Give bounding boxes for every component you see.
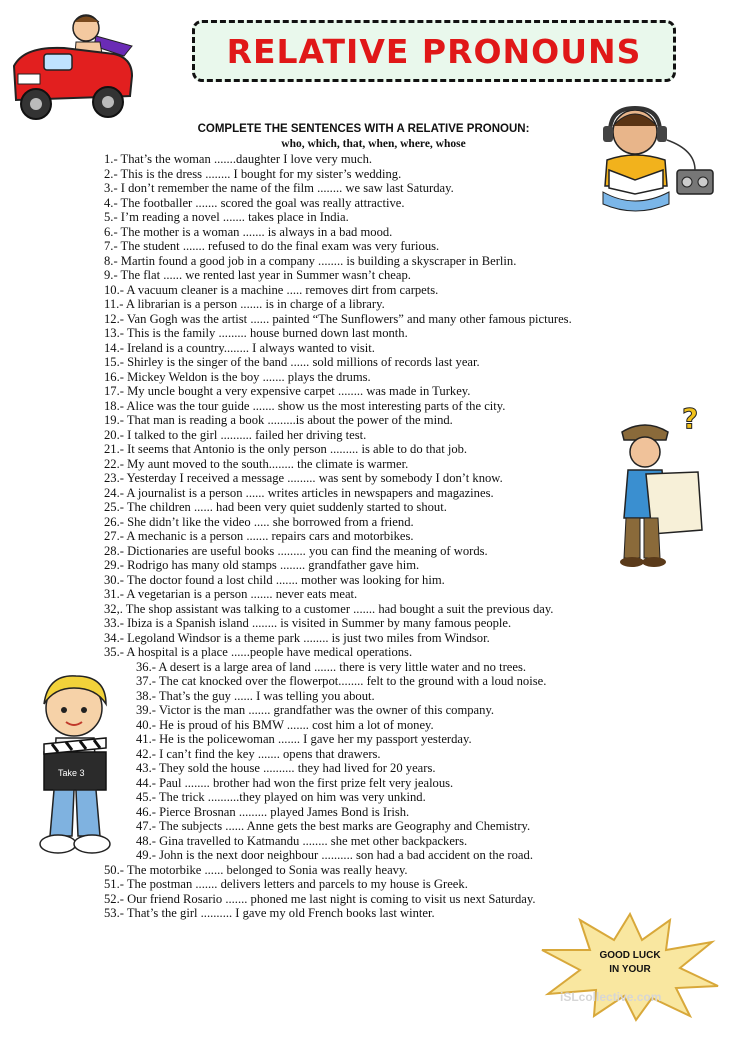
sentence-list <box>104 152 572 921</box>
sentence-item: 45.- The trick ..........they played on him was very unkind. <box>136 790 426 804</box>
sentence-item: 22.- My aunt moved to the south........ the climate is warmer. <box>104 456 409 471</box>
sentence-item: 26.- She didn’t like the video ..... she borrowed from a friend. <box>104 514 414 529</box>
sentence-item: 44.- Paul ........ brother had won the first prize felt very jealous. <box>136 775 454 790</box>
sentence-item: 27.- A mechanic is a person ....... repairs cars and motorbikes. <box>104 529 414 543</box>
sentence-item: 15.- Shirley is the singer of the band ...... sold millions of records last year. <box>104 355 480 369</box>
sentence-item: 40.- He is proud of his BMW ....... cost him a lot of money. <box>136 717 434 732</box>
sentence-item: 42.- I can’t find the key ....... opens that drawers. <box>136 746 381 761</box>
sentence-item: 3.- I don’t remember the name of the film ........ we saw last Saturday. <box>104 181 454 195</box>
sentence-item: 19.- That man is reading a book .........is about the power of the mind. <box>104 413 453 427</box>
sentence-item: 6.- The mother is a woman ....... is always in a bad mood. <box>104 224 393 239</box>
sentence-item: 28.- Dictionaries are useful books ......... you can find the meaning of words. <box>104 543 488 558</box>
sentence-item: 7.- The student ....... refused to do the final exam was very furious. <box>104 239 440 253</box>
sentence-item: 43.- They sold the house .......... they had lived for 20 years. <box>136 761 436 775</box>
sentence-item: 8.- Martin found a good job in a company ........ is building a skyscraper in Berlin. <box>104 253 517 268</box>
sentence-item: 24.- A journalist is a person ...... writes articles in newspapers and magazines. <box>104 485 494 500</box>
sentence-item: 48.- Gina travelled to Katmandu ........ she met other backpackers. <box>136 833 468 848</box>
sentence-item: 16.- Mickey Weldon is the boy ....... plays the drums. <box>104 369 371 384</box>
sentence-item: 46.- Pierce Brosnan ......... played James Bond is Irish. <box>136 804 410 819</box>
sentence-item: 11.- A librarian is a person ....... is in charge of a library. <box>104 297 385 311</box>
sentence-item: 36.- A desert is a large area of land ....... there is very little water and no trees. <box>136 659 527 674</box>
sentence-item: 35.- A hospital is a place ......people have medical operations. <box>104 645 413 659</box>
title-banner <box>192 20 676 82</box>
sentence-item: 31.- A vegetarian is a person ....... never eats meat. <box>104 587 358 601</box>
sentence-item: 13.- This is the family ......... house burned down last month. <box>104 326 408 340</box>
sentence-item: 33.- Ibiza is a Spanish island ........ is visited in Summer by many famous people. <box>104 616 512 630</box>
girl-clapperboard-clipart <box>26 668 126 858</box>
boy-reading-clipart <box>585 100 725 220</box>
sentence-item: 1.- That’s the woman .......daughter I love very much. <box>104 152 373 166</box>
good-luck-starburst <box>540 912 720 1022</box>
sentence-item: 37.- The cat knocked over the flowerpot........ felt to the ground with a loud noise. <box>136 674 547 688</box>
sentence-item: 34.- Legoland Windsor is a theme park ........ is just two miles from Windsor. <box>104 630 490 645</box>
sentence-item: 14.- Ireland is a country........ I always wanted to visit. <box>104 340 375 355</box>
sentence-item: 12.- Van Gogh was the artist ...... painted “The Sunflowers” and many other famous pictures. <box>104 311 572 326</box>
car-driver-clipart <box>4 6 139 126</box>
sentence-item: 41.- He is the policewoman ....... I gave her my passport yesterday. <box>136 732 472 746</box>
sentence-item: 18.- Alice was the tour guide ....... show us the most interesting parts of the city. <box>104 398 506 413</box>
sentence-item: 53.- That’s the girl .......... I gave my old French books last winter. <box>104 906 435 920</box>
svg-text:?: ? <box>682 402 699 435</box>
sentence-item: 50.- The motorbike ...... belonged to Sonia was really heavy. <box>104 862 408 877</box>
sentence-item: 47.- The subjects ...... Anne gets the best marks are Geography and Chemistry. <box>136 819 531 833</box>
sentence-item: 32,. The shop assistant was talking to a customer ....... had bought a suit the previous day. <box>104 601 554 616</box>
pronoun-list: who, which, that, when, where, whose <box>281 138 466 150</box>
confused-man-clipart <box>610 400 710 570</box>
clapperboard-label: Take 3 <box>58 768 85 778</box>
sentence-item: 23.- Yesterday I received a message ......... was sent by somebody I don’t know. <box>104 471 503 485</box>
good-luck-line1: GOOD LUCK <box>599 950 661 961</box>
clapperboard <box>44 738 106 790</box>
good-luck-line2: IN YOUR <box>609 964 651 975</box>
sentence-item: 20.- I talked to the girl .......... failed her driving test. <box>104 427 367 442</box>
sentence-item: 21.- It seems that Antonio is the only person ......... is able to do that job. <box>104 442 468 456</box>
sentence-item: 9.- The flat ...... we rented last year in Summer wasn’t cheap. <box>104 268 411 282</box>
sentence-item: 25.- The children ...... had been very quiet suddenly started to shout. <box>104 500 447 514</box>
sentence-item: 4.- The footballer ....... scored the goal was really attractive. <box>104 195 405 210</box>
sentence-item: 10.- A vacuum cleaner is a machine ..... removes dirt from carpets. <box>104 282 439 297</box>
page-title: RELATIVE PRONOUNS <box>226 31 642 71</box>
sentence-item: 38.- That’s the guy ...... I was telling you about. <box>136 688 375 703</box>
watermark: iSLcollective.com <box>560 990 662 1004</box>
sentence-item: 49.- John is the next door neighbour .......... son had a bad accident on the road. <box>136 848 533 862</box>
sentence-item: 52.- Our friend Rosario ....... phoned me last night is coming to visit us next Saturday. <box>104 891 536 906</box>
sentence-item: 39.- Victor is the man ....... grandfather was the owner of this company. <box>136 703 495 717</box>
sentence-item: 5.- I’m reading a novel ....... takes place in India. <box>104 210 349 224</box>
instruction-line: COMPLETE THE SENTENCES WITH A RELATIVE PRONOUN: <box>197 123 530 135</box>
sentence-item: 29.- Rodrigo has many old stamps ........ grandfather gave him. <box>104 558 420 572</box>
sentence-item: 2.- This is the dress ........ I bought for my sister’s wedding. <box>104 166 402 181</box>
sentence-item: 51.- The postman ....... delivers letters and parcels to my house is Greek. <box>104 877 468 891</box>
sentence-item: 30.- The doctor found a lost child ....... mother was looking for him. <box>104 572 445 587</box>
sentence-item: 17.- My uncle bought a very expensive carpet ........ was made in Turkey. <box>104 384 471 398</box>
